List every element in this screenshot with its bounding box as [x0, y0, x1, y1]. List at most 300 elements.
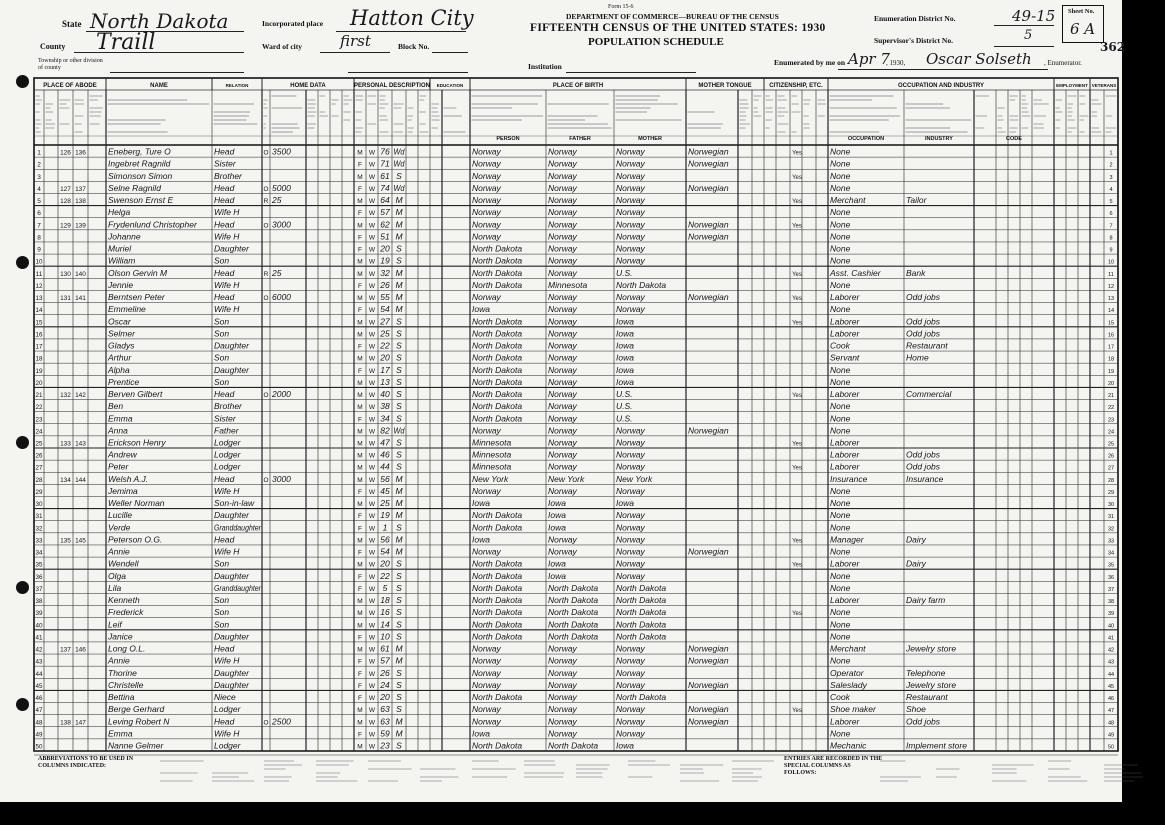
cell-mar: M	[395, 473, 403, 484]
cell-n: 8	[37, 234, 41, 242]
cell-fbp: Norway	[548, 546, 577, 557]
cell-rel: Wife H	[214, 485, 240, 496]
cell-sex: F	[358, 234, 362, 242]
cell-fam: 141	[75, 295, 86, 303]
supervisor-value: 5	[1024, 28, 1033, 43]
cell-tongue: Norwegian	[688, 219, 729, 230]
cell-bp: North Dakota	[472, 740, 523, 751]
cell-fbp: Norway	[548, 182, 577, 193]
cell-mar: S	[396, 401, 402, 412]
cell-fbp: Iowa	[548, 558, 566, 569]
cell-fam: 147	[75, 719, 86, 727]
cell-mbp: Norway	[616, 728, 645, 739]
cell-n: 42	[35, 646, 43, 654]
cell-mbp: Iowa	[616, 328, 634, 339]
cell-sex: M	[357, 610, 363, 618]
cell-race: W	[368, 573, 376, 581]
cell-fbp: Norway	[548, 667, 577, 678]
cell-fbp: Norway	[548, 534, 577, 545]
cell-rel: Head	[214, 219, 235, 230]
cell-tongue: Norwegian	[688, 292, 729, 303]
cell-fbp: Minnesota	[548, 279, 588, 290]
cell-fbp: Norway	[548, 328, 577, 339]
row-number-right: 30	[1107, 502, 1115, 509]
cell-occ: None	[830, 376, 851, 387]
row-number-right: 3	[1109, 174, 1113, 181]
cell-name: Thorine	[108, 667, 137, 678]
cell-ind: Odd jobs	[906, 716, 941, 727]
cell-race: W	[368, 319, 376, 327]
cell-race: W	[368, 695, 376, 703]
cell-mar: S	[396, 692, 402, 703]
cell-race: W	[368, 234, 376, 242]
cell-bp: North Dakota	[472, 352, 523, 363]
cell-ind: Jewelry store	[906, 679, 957, 690]
cell-fbp: Norway	[548, 643, 577, 654]
cell-tongue: Norwegian	[688, 158, 729, 169]
cell-race: W	[368, 585, 376, 593]
row-number-right: 2	[1109, 162, 1113, 169]
cell-name: Welsh A.J.	[108, 473, 149, 484]
section-header-home_data: HOME DATA	[290, 83, 326, 89]
cell-mar: S	[396, 437, 402, 448]
cell-age: 57	[380, 655, 390, 666]
cell-name: Emmeline	[108, 304, 146, 315]
cell-sex: M	[357, 222, 363, 230]
cell-occ: None	[830, 364, 851, 375]
cell-bp: Iowa	[472, 728, 490, 739]
cell-sex: M	[357, 501, 363, 509]
cell-sex: F	[358, 416, 362, 424]
cell-n: 20	[35, 379, 43, 387]
cell-sex: F	[358, 246, 362, 254]
cell-n: 44	[35, 670, 43, 678]
cell-mar: M	[395, 279, 403, 290]
cell-sex: M	[357, 622, 363, 630]
cell-val: 3000	[272, 219, 291, 230]
cell-sex: F	[358, 549, 362, 557]
cell-mbp: Norway	[616, 522, 645, 533]
cell-mark: Yes	[792, 199, 802, 206]
cell-mbp: Norway	[616, 219, 645, 230]
row-number-right: 9	[1109, 247, 1113, 254]
cell-name: Erickson Henry	[108, 437, 166, 448]
cell-mark: Yes	[792, 320, 802, 327]
cell-dw: 131	[60, 295, 71, 303]
row-number-right: 34	[1107, 550, 1115, 557]
cell-mar: M	[395, 195, 403, 206]
cell-occ: Laborer	[830, 449, 860, 460]
cell-race: W	[368, 610, 376, 618]
cell-mbp: North Dakota	[616, 692, 667, 703]
cell-rel: Son	[214, 607, 230, 618]
cell-fbp: Norway	[548, 485, 577, 496]
cell-own: O	[263, 185, 269, 193]
cell-bp: Norway	[472, 292, 501, 303]
cell-sex: M	[357, 464, 363, 472]
cell-occ: None	[830, 607, 851, 618]
column-subheader-mother: MOTHER	[638, 136, 662, 142]
cell-name: Janice	[108, 631, 133, 642]
cell-mbp: New York	[616, 473, 653, 484]
cell-own: O	[263, 222, 269, 230]
cell-occ: Laborer	[830, 437, 860, 448]
cell-age: 23	[380, 740, 390, 751]
cell-bp: North Dakota	[472, 582, 523, 593]
cell-bp: New York	[472, 473, 509, 484]
cell-rel: Wife H	[214, 207, 240, 218]
cell-sex: M	[357, 404, 363, 412]
cell-race: W	[368, 379, 376, 387]
cell-n: 5	[37, 198, 41, 206]
cell-age: 22	[380, 570, 390, 581]
cell-mar: S	[396, 255, 402, 266]
cell-name: Ben	[108, 401, 124, 412]
cell-mark: Yes	[792, 150, 802, 157]
cell-race: W	[368, 537, 376, 545]
cell-name: Selmer	[108, 328, 135, 339]
cell-race: W	[368, 392, 376, 400]
cell-mar: S	[396, 740, 402, 751]
cell-mar: Wd	[393, 425, 405, 436]
cell-n: 14	[35, 307, 43, 315]
cell-mar: M	[395, 231, 403, 242]
cell-sex: F	[358, 658, 362, 666]
cell-rel: Wife H	[214, 304, 240, 315]
cell-fbp: Norway	[548, 413, 577, 424]
cell-mark: Yes	[792, 296, 802, 303]
cell-name: Wendell	[108, 558, 139, 569]
cell-mar: M	[395, 643, 403, 654]
cell-occ: None	[830, 413, 851, 424]
cell-bp: North Dakota	[472, 255, 523, 266]
cell-fbp: North Dakota	[548, 595, 599, 606]
cell-occ: None	[830, 522, 851, 533]
cell-val: 6000	[272, 292, 291, 303]
cell-bp: North Dakota	[472, 692, 523, 703]
cell-sex: F	[358, 488, 362, 496]
cell-fam: 142	[75, 392, 86, 400]
cell-own: O	[263, 392, 269, 400]
cell-name: Nanne Gelmer	[108, 740, 164, 751]
cell-bp: Norway	[472, 219, 501, 230]
cell-occ: None	[830, 655, 851, 666]
cell-dw: 137	[60, 646, 71, 654]
cell-age: 20	[380, 243, 390, 254]
row-number-right: 8	[1109, 235, 1113, 242]
cell-val: 3500	[272, 146, 291, 157]
cell-mar: S	[396, 376, 402, 387]
cell-age: 25	[380, 328, 390, 339]
cell-rel: Daughter	[214, 570, 249, 581]
cell-occ: None	[830, 425, 851, 436]
cell-name: Anna	[108, 425, 128, 436]
cell-sex: F	[358, 731, 362, 739]
cell-bp: Iowa	[472, 498, 490, 509]
cell-rel: Head	[214, 473, 235, 484]
cell-rel: Daughter	[214, 667, 249, 678]
cell-race: W	[368, 428, 376, 436]
cell-bp: Minnesota	[472, 437, 512, 448]
cell-occ: None	[830, 182, 851, 193]
census-title: FIFTEENTH CENSUS OF THE UNITED STATES: 1930	[530, 22, 826, 34]
cell-sex: F	[358, 307, 362, 315]
cell-rel: Son	[214, 255, 230, 266]
cell-sex: F	[358, 161, 362, 169]
cell-fbp: Norway	[548, 401, 577, 412]
cell-bp: Norway	[472, 704, 501, 715]
row-number-right: 10	[1107, 259, 1115, 266]
cell-rel: Head	[214, 389, 235, 400]
cell-fbp: Norway	[548, 195, 577, 206]
cell-fam: 138	[75, 198, 86, 206]
row-number-right: 45	[1107, 683, 1115, 690]
cell-occ: None	[830, 279, 851, 290]
cell-name: Lila	[108, 582, 122, 593]
cell-name: Olga	[108, 570, 126, 581]
cell-occ: Mechanic	[830, 740, 867, 751]
cell-race: W	[368, 367, 376, 375]
cell-bp: North Dakota	[472, 267, 523, 278]
cell-n: 10	[35, 258, 43, 266]
cell-mark: Yes	[792, 393, 802, 400]
row-number-right: 17	[1107, 344, 1115, 351]
cell-rel: Son	[214, 595, 230, 606]
cell-fbp: New York	[548, 473, 585, 484]
cell-n: 17	[35, 343, 43, 351]
row-number-right: 7	[1109, 223, 1113, 230]
cell-race: W	[368, 185, 376, 193]
cell-rel: Daughter	[214, 631, 249, 642]
cell-name: Weller Norman	[108, 498, 165, 509]
cell-mar: M	[395, 716, 403, 727]
cell-age: 55	[380, 292, 390, 303]
cell-sex: F	[358, 670, 362, 678]
cell-bp: North Dakota	[472, 243, 523, 254]
cell-mbp: Norway	[616, 546, 645, 557]
cell-mark: Yes	[792, 441, 802, 448]
cell-occ: Laborer	[830, 292, 860, 303]
cell-sex: F	[358, 695, 362, 703]
cell-occ: Shoe maker	[830, 704, 876, 715]
cell-name: Arthur	[108, 352, 132, 363]
row-number-right: 20	[1107, 380, 1115, 387]
cell-n: 30	[35, 501, 43, 509]
cell-mbp: Norway	[616, 679, 645, 690]
row-number-right: 38	[1107, 599, 1115, 606]
cell-occ: Asst. Cashier	[830, 267, 881, 278]
cell-mbp: Iowa	[616, 498, 634, 509]
cell-sex: M	[357, 707, 363, 715]
cell-bp: North Dakota	[472, 279, 523, 290]
cell-age: 14	[380, 619, 390, 630]
cell-fbp: Norway	[548, 425, 577, 436]
cell-n: 6	[37, 210, 41, 218]
cell-race: W	[368, 561, 376, 569]
cell-age: 51	[380, 231, 390, 242]
cell-sex: M	[357, 319, 363, 327]
cell-rel: Son	[214, 328, 230, 339]
cell-name: Selne Ragnild	[108, 182, 161, 193]
row-number-right: 24	[1107, 429, 1115, 436]
cell-race: W	[368, 222, 376, 230]
row-number-right: 48	[1107, 720, 1115, 727]
cell-sex: M	[357, 598, 363, 606]
cell-own: O	[263, 295, 269, 303]
row-number-right: 4	[1109, 186, 1113, 193]
cell-race: W	[368, 355, 376, 363]
cell-sex: M	[357, 379, 363, 387]
cell-ind: Odd jobs	[906, 328, 941, 339]
cell-bp: North Dakota	[472, 376, 523, 387]
cell-race: W	[368, 476, 376, 484]
cell-mbp: Norway	[616, 146, 645, 157]
cell-race: W	[368, 440, 376, 448]
cell-n: 2	[37, 161, 41, 169]
cell-ind: Bank	[906, 267, 926, 278]
cell-sex: M	[357, 537, 363, 545]
cell-age: 20	[380, 558, 390, 569]
row-number-right: 16	[1107, 332, 1115, 339]
cell-mar: S	[396, 667, 402, 678]
cell-rel: Wife H	[214, 655, 240, 666]
cell-ind: Jewelry store	[906, 643, 957, 654]
cell-race: W	[368, 731, 376, 739]
cell-age: 74	[380, 182, 390, 193]
cell-mark: Yes	[792, 223, 802, 230]
cell-rel: Daughter	[214, 679, 249, 690]
cell-bp: North Dakota	[472, 389, 523, 400]
cell-sex: M	[357, 719, 363, 727]
cell-occ: None	[830, 401, 851, 412]
cell-sex: F	[358, 343, 362, 351]
cell-tongue: Norwegian	[688, 182, 729, 193]
cell-rel: Brother	[214, 401, 242, 412]
inc-place-value: Hatton City	[350, 6, 474, 30]
cell-mbp: Norway	[616, 304, 645, 315]
cell-fbp: North Dakota	[548, 607, 599, 618]
block-label: Block No.	[398, 42, 430, 51]
cell-bp: North Dakota	[472, 340, 523, 351]
cell-sex: F	[358, 210, 362, 218]
cell-rel: Lodger	[214, 740, 241, 751]
cell-own: O	[263, 719, 269, 727]
cell-fbp: North Dakota	[548, 740, 599, 751]
cell-sex: F	[358, 513, 362, 521]
cell-mar: S	[396, 449, 402, 460]
cell-rel: Father	[214, 425, 239, 436]
cell-n: 39	[35, 610, 43, 618]
cell-mbp: Norway	[616, 255, 645, 266]
row-number-right: 25	[1107, 441, 1115, 448]
cell-race: W	[368, 634, 376, 642]
cell-rel: Son	[214, 352, 230, 363]
cell-mar: S	[396, 170, 402, 181]
cell-bp: North Dakota	[472, 328, 523, 339]
cell-sex: M	[357, 270, 363, 278]
cell-mar: S	[396, 607, 402, 618]
cell-occ: Laborer	[830, 461, 860, 472]
cell-n: 19	[35, 367, 43, 375]
cell-fam: 137	[75, 185, 86, 193]
cell-name: Frydenlund Christopher	[108, 219, 197, 230]
cell-mar: Wd	[393, 158, 405, 169]
cell-race: W	[368, 331, 376, 339]
cell-age: 44	[380, 461, 390, 472]
cell-val: 25	[272, 195, 282, 206]
cell-rel: Sister	[214, 413, 236, 424]
cell-bp: Norway	[472, 146, 501, 157]
cell-rel: Daughter	[214, 340, 249, 351]
section-header-occupation: OCCUPATION AND INDUSTRY	[898, 83, 984, 89]
cell-occ: Insurance	[830, 473, 868, 484]
cell-occ: None	[830, 582, 851, 593]
row-number-right: 18	[1107, 356, 1115, 363]
row-number-right: 46	[1107, 696, 1115, 703]
cell-ind: Commercial	[906, 389, 952, 400]
cell-fbp: Norway	[548, 376, 577, 387]
cell-race: W	[368, 416, 376, 424]
cell-n: 15	[35, 319, 43, 327]
row-number-right: 11	[1108, 271, 1114, 278]
cell-dw: 135	[60, 537, 71, 545]
cell-mar: Wd	[393, 146, 405, 157]
cell-fbp: Norway	[548, 340, 577, 351]
cell-rel: Daughter	[214, 364, 249, 375]
department: DEPARTMENT OF COMMERCE—BUREAU OF THE CENSUS	[566, 12, 779, 21]
cell-mar: S	[396, 340, 402, 351]
cell-bp: Norway	[472, 425, 501, 436]
cell-sex: M	[357, 646, 363, 654]
cell-own: R	[263, 270, 269, 278]
cell-tongue: Norwegian	[688, 425, 729, 436]
section-header-employment: EMPLOYMENT	[1056, 83, 1088, 88]
stamped-page-number: 362	[1100, 40, 1126, 54]
cell-dw: 128	[60, 198, 71, 206]
cell-rel: Son	[214, 558, 230, 569]
cell-occ: None	[830, 304, 851, 315]
cell-name: Berge Gerhard	[108, 704, 165, 715]
cell-sex: M	[357, 452, 363, 460]
cell-fbp: Iowa	[548, 498, 566, 509]
section-header-relation: RELATION	[225, 83, 249, 88]
cell-rel: Son	[214, 619, 230, 630]
cell-fbp: Norway	[548, 352, 577, 363]
row-number-right: 31	[1107, 514, 1115, 521]
cell-n: 1	[37, 149, 41, 157]
cell-n: 34	[35, 549, 43, 557]
cell-name: Jemima	[108, 485, 138, 496]
cell-bp: Norway	[472, 207, 501, 218]
cell-name: Peterson O.G.	[108, 534, 163, 545]
cell-n: 41	[35, 634, 43, 642]
cell-dw: 138	[60, 719, 71, 727]
cell-mar: M	[395, 219, 403, 230]
cell-age: 34	[380, 413, 390, 424]
cell-ind: Tailor	[906, 195, 927, 206]
cell-rel: Lodger	[214, 461, 241, 472]
cell-rel: Wife H	[214, 279, 240, 290]
cell-name: Kenneth	[108, 595, 140, 606]
cell-mbp: Norway	[616, 485, 645, 496]
cell-bp: Minnesota	[472, 461, 512, 472]
cell-n: 29	[35, 488, 43, 496]
form-number: Form 15-6	[608, 4, 634, 10]
cell-occ: None	[830, 498, 851, 509]
cell-name: Eneberg, Ture O	[108, 146, 171, 157]
cell-ind: Insurance	[906, 473, 944, 484]
cell-fam: 144	[75, 476, 86, 484]
